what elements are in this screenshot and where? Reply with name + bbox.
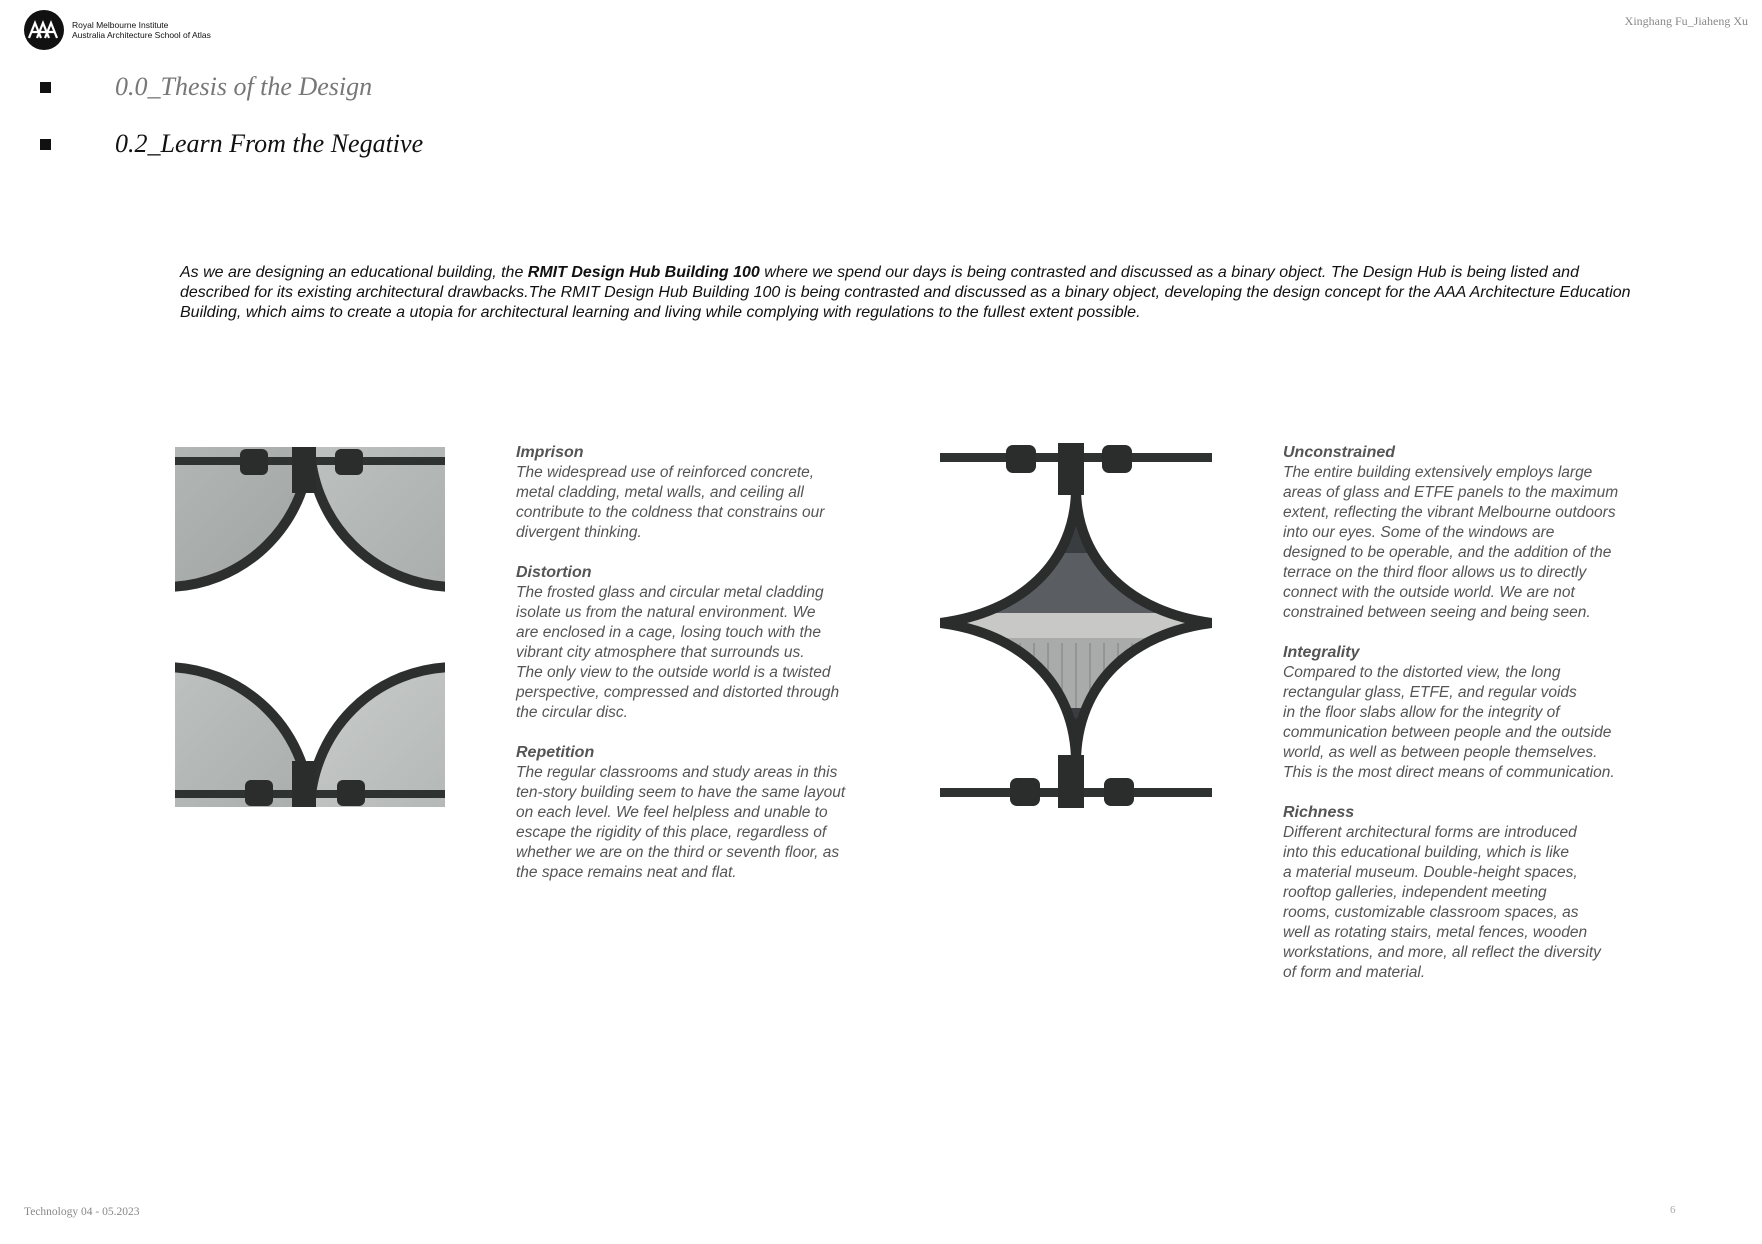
item-heading: Integrality	[1283, 644, 1360, 661]
negative-aspects-column	[516, 443, 876, 903]
footer-course: Technology 04 - 05.2023	[24, 1206, 140, 1218]
logo	[24, 10, 211, 50]
section-title: 0.2_Learn From the Negative	[115, 129, 424, 158]
item-heading: Unconstrained	[1283, 444, 1396, 461]
intro-pre: As we are designing an educational building, the	[180, 264, 528, 281]
intro-bold: RMIT Design Hub Building 100	[527, 264, 760, 281]
item-heading: Richness	[1283, 804, 1355, 821]
page-number: 6	[1670, 1204, 1676, 1216]
item-body: The regular classrooms and study areas in this ten-story building seem to have the same layout on each level. We feel helpless and unable to escape the rigidity of this place, regardless of whether we are on the third or seventh floor, as the space remains neat and flat.	[516, 764, 846, 881]
item-body: The widespread use of reinforced concrete, metal cladding, metal walls, and ceiling all contribute to the coldness that constrains our divergent thinking.	[516, 464, 825, 541]
list-item	[516, 743, 876, 883]
list-item	[1283, 643, 1653, 783]
intro-paragraph	[180, 263, 1640, 323]
list-item	[1283, 803, 1653, 983]
logo-text	[72, 20, 211, 40]
logo-line-1: Royal Melbourne Institute	[72, 20, 169, 30]
item-body: Compared to the distorted view, the long rectangular glass, ETFE, and regular voids in the floor slabs allow for the integrity of communication between people and the outside world, as well as between people themselves. This is the most direct means of communication.	[1283, 664, 1615, 781]
square-bullet-icon	[40, 82, 51, 93]
section-thesis	[40, 72, 372, 102]
photo-distorted-view	[940, 443, 1212, 808]
section-title: 0.0_Thesis of the Design	[115, 72, 373, 101]
item-heading: Repetition	[516, 744, 595, 761]
list-item	[516, 563, 876, 723]
authors: Xinghang Fu_Jiaheng Xu	[1624, 14, 1748, 28]
square-bullet-icon	[40, 139, 51, 150]
item-body: The frosted glass and circular metal cladding isolate us from the natural environment. We are enclosed in a cage, losing touch with the vibrant city atmosphere that surrounds us. The only view to the outside world is a twisted perspective, compressed and distorted through the circular disc.	[516, 584, 840, 721]
item-heading: Imprison	[516, 444, 584, 461]
logo-line-2: Australia Architecture School of Atlas	[72, 30, 211, 40]
section-learn-negative	[40, 129, 423, 159]
item-heading: Distortion	[516, 564, 592, 581]
list-item	[516, 443, 876, 543]
aaa-logo-icon	[24, 10, 64, 50]
item-body: Different architectural forms are introduced into this educational building, which is like a material museum. Double-height spaces, rooftop galleries, independent meeting rooms, customizable classroom spaces, as well as rotating stairs, metal fences, wooden workstations, and more, all reflect the diversity of form and material.	[1283, 824, 1601, 981]
list-item	[1283, 443, 1653, 623]
item-body: The entire building extensively employs large areas of glass and ETFE panels to the maximum extent, reflecting the vibrant Melbourne outdoors into our eyes. Some of the windows are designed to be operable, and the addition of the terrace on the third floor allows us to directly connect with the outside world. We are not constrained between seeing and being seen.	[1283, 464, 1619, 621]
photo-frosted-panel	[175, 447, 445, 807]
positive-aspects-column	[1283, 443, 1653, 1003]
intro-post: where we spend our days is being contrasted and discussed as a binary object. The Design Hub is being listed and described for its existing architectural drawbacks.The RMIT Design Hub Building 100 is being contrasted and discussed as a binary object, developing the design concept for the AAA Architecture Education Building, which aims to create a utopia for architectural learning and living while complying with regulations to the fullest extent possible.	[180, 264, 1631, 321]
